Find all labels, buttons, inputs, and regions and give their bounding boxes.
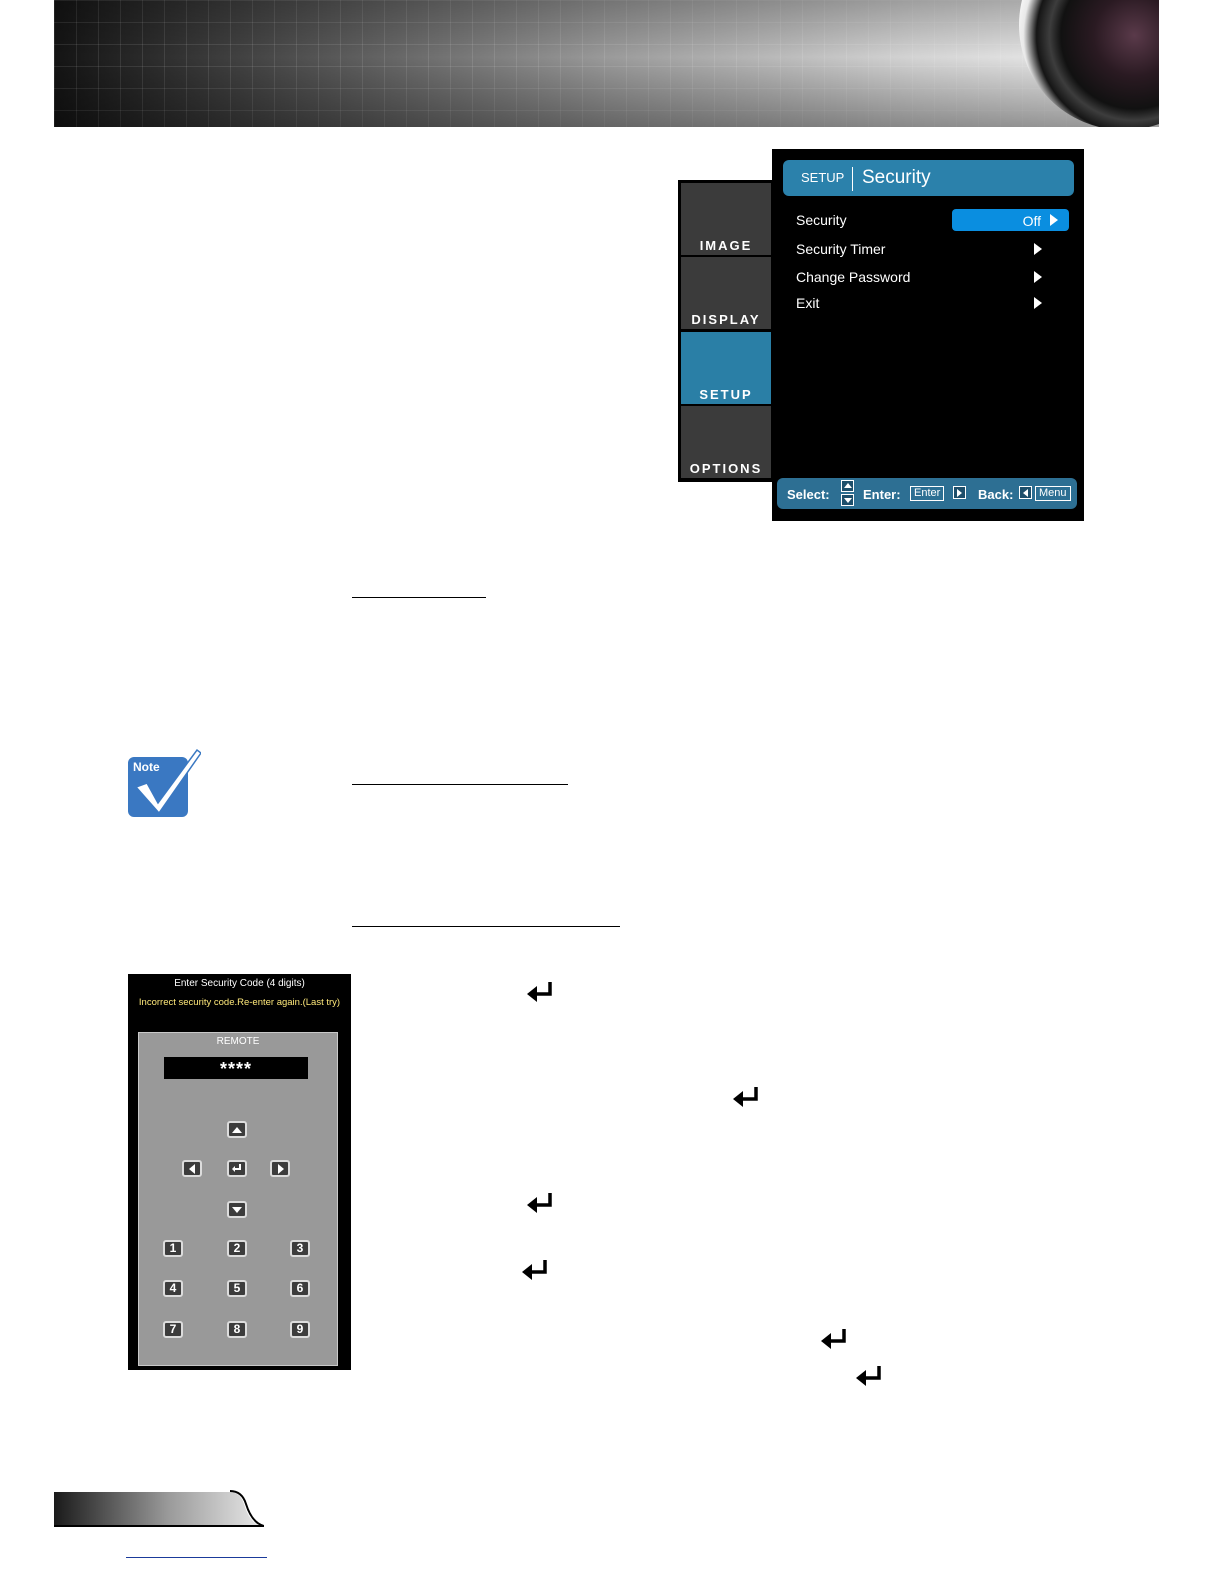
- remote-label: REMOTE: [216, 1036, 260, 1047]
- keypad-digit-7[interactable]: 7: [163, 1321, 183, 1338]
- section-divider: [352, 597, 486, 598]
- enter-icon: [526, 1191, 554, 1215]
- enter-icon: [229, 1162, 245, 1175]
- keypad-enter-button[interactable]: [227, 1160, 247, 1177]
- arrow-down-icon: [841, 494, 854, 506]
- arrow-up-icon: [232, 1127, 242, 1133]
- osd-title-bar: [783, 160, 1074, 196]
- tab-setup[interactable]: SETUP: [681, 332, 771, 404]
- arrow-down-icon: [232, 1207, 242, 1213]
- header-banner: [54, 0, 1159, 127]
- keypad-down-button[interactable]: [227, 1201, 247, 1218]
- keypad-digit-9[interactable]: 9: [290, 1321, 310, 1338]
- arrow-right-icon: [278, 1164, 284, 1174]
- page-title: Security: [862, 167, 931, 188]
- arrow-right-icon: [953, 486, 966, 499]
- security-code-dialog: [128, 974, 351, 1370]
- dialog-warning: Incorrect security code.Re-enter again.(Last try): [138, 997, 341, 1008]
- enter-icon: [526, 980, 554, 1004]
- security-value-selector[interactable]: Off: [952, 209, 1069, 231]
- enter-icon: [820, 1327, 848, 1351]
- chevron-right-icon: [1034, 271, 1042, 283]
- dialog-title: Enter Security Code (4 digits): [174, 978, 305, 989]
- page-footer-tab: [54, 1490, 264, 1528]
- enter-key-label: Enter: [910, 486, 944, 501]
- arrow-up-icon: [841, 480, 854, 492]
- keypad-up-button[interactable]: [227, 1121, 247, 1138]
- keypad-digit-3[interactable]: 3: [290, 1240, 310, 1257]
- chevron-right-icon: [1034, 243, 1042, 255]
- chevron-right-icon: [1050, 214, 1058, 226]
- menu-item-security[interactable]: Security Off: [796, 209, 1066, 231]
- tab-display[interactable]: DISPLAY: [681, 257, 771, 329]
- keypad-left-button[interactable]: [182, 1160, 202, 1177]
- keypad-digit-1[interactable]: 1: [163, 1240, 183, 1257]
- keypad-right-button[interactable]: [270, 1160, 290, 1177]
- osd-footer-hints: Select: Enter: Enter Back: Menu: [777, 478, 1077, 509]
- footer-link-rule: [126, 1557, 267, 1558]
- chevron-right-icon: [1034, 297, 1042, 309]
- code-display: ****: [164, 1057, 308, 1079]
- menu-item-change-password[interactable]: Change Password: [796, 266, 1066, 288]
- enter-icon: [732, 1085, 760, 1109]
- menu-item-security-timer[interactable]: Security Timer: [796, 238, 1066, 260]
- section-divider: [352, 784, 568, 785]
- breadcrumb-section: SETUP: [801, 170, 845, 185]
- svg-text:Note: Note: [133, 760, 160, 774]
- osd-security-panel: [772, 149, 1084, 521]
- tab-options[interactable]: OPTIONS: [681, 406, 771, 478]
- keypad-digit-6[interactable]: 6: [290, 1280, 310, 1297]
- menu-key-label: Menu: [1035, 486, 1071, 501]
- tab-image[interactable]: IMAGE: [681, 183, 771, 255]
- osd-tab-column: [678, 180, 774, 482]
- menu-item-exit[interactable]: Exit: [796, 292, 1066, 314]
- keypad-digit-2[interactable]: 2: [227, 1240, 247, 1257]
- keypad-digit-8[interactable]: 8: [227, 1321, 247, 1338]
- remote-keypad: [138, 1032, 338, 1366]
- arrow-left-icon: [1019, 486, 1032, 499]
- enter-icon: [521, 1258, 549, 1282]
- keypad-digit-5[interactable]: 5: [227, 1280, 247, 1297]
- section-divider: [352, 926, 620, 927]
- note-icon: [127, 747, 201, 819]
- keypad-digit-4[interactable]: 4: [163, 1280, 183, 1297]
- enter-icon: [855, 1364, 883, 1388]
- arrow-left-icon: [189, 1164, 195, 1174]
